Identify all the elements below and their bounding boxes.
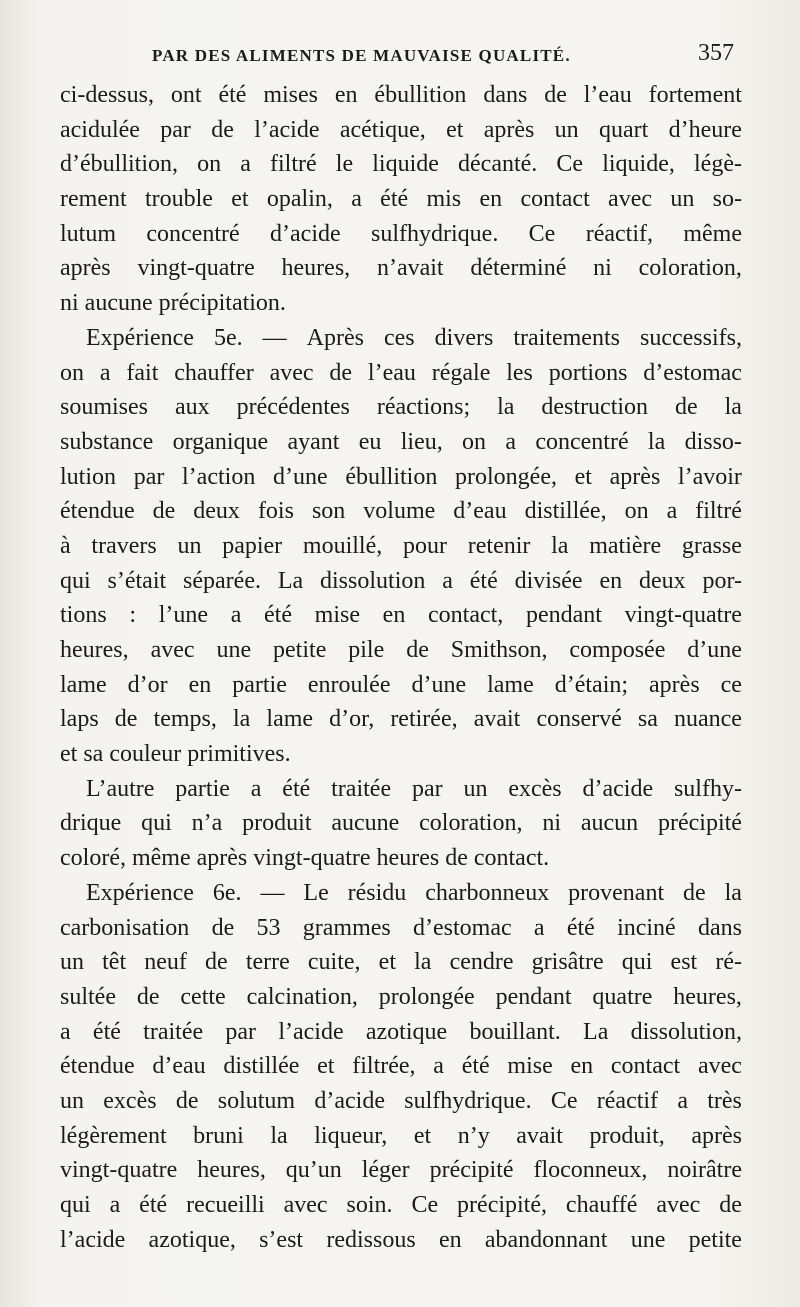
text-line: un excès de solutum d’acide sulfhydrique. Ce réactif a très	[60, 1087, 742, 1114]
text-line: qui a été recueilli avec soin. Ce précipité, chauffé avec de	[60, 1192, 742, 1218]
text-line: L’autre partie a été traitée par un excès d’acide sulfhy-	[86, 775, 742, 802]
text-line: a été traitée par l’acide azotique bouillant. La dissolution,	[60, 1018, 742, 1045]
text-line: et sa couleur primitives.	[60, 741, 291, 768]
page-number: 357	[698, 40, 734, 66]
text-line: légèrement bruni la liqueur, et n’y avait produit, après	[60, 1122, 742, 1149]
text-line: on a fait chauffer avec de l’eau régale les portions d’estomac	[60, 359, 742, 386]
text-line: soumises aux précédentes réactions; la destruction de la	[60, 394, 742, 421]
text-line: laps de temps, la lame d’or, retirée, avait conservé sa nuance	[60, 706, 742, 733]
text-line: l’acide azotique, s’est redissous en abandonnant une petite	[60, 1226, 742, 1253]
text-line: d’ébullition, on a filtré le liquide décanté. Ce liquide, légè-	[60, 151, 742, 178]
text-line: ni aucune précipitation.	[60, 290, 286, 317]
text-line: ci-dessus, ont été mises en ébullition dans de l’eau fortement	[60, 82, 742, 108]
text-line: sultée de cette calcination, prolongée pendant quatre heures,	[60, 983, 742, 1010]
running-head: PAR DES ALIMENTS DE MAUVAISE QUALITÉ.	[152, 46, 571, 65]
text-line: acidulée par de l’acide acétique, et après un quart d’heure	[60, 116, 742, 143]
text-line: lution par l’action d’une ébullition prolongée, et après l’avoir	[60, 463, 742, 490]
text-line: étendue de deux fois son volume d’eau distillée, on a filtré	[60, 498, 742, 525]
text-line: coloré, même après vingt-quatre heures de contact.	[60, 845, 550, 872]
text-line: carbonisation de 53 grammes d’estomac a été inciné dans	[60, 914, 742, 941]
text-line: lame d’or en partie enroulée d’une lame d’étain; après ce	[60, 671, 742, 698]
text-line: rement trouble et opalin, a été mis en contact avec un so-	[60, 186, 742, 213]
text-line: substance organique ayant eu lieu, on a concentré la disso-	[60, 428, 742, 455]
text-line: Expérience 6e. — Le résidu charbonneux provenant de la	[86, 879, 742, 906]
text-line: après vingt-quatre heures, n’avait déterminé ni coloration,	[60, 255, 742, 282]
text-line: un têt neuf de terre cuite, et la cendre grisâtre qui est ré-	[60, 949, 742, 976]
text-line: drique qui n’a produit aucune coloration, ni aucun précipité	[60, 810, 742, 837]
text-line: lutum concentré d’acide sulfhydrique. Ce réactif, même	[60, 220, 742, 247]
text-line: heures, avec une petite pile de Smithson, composée d’une	[60, 637, 742, 663]
text-line: qui s’était séparée. La dissolution a été divisée en deux por-	[60, 567, 742, 594]
body-text	[60, 78, 742, 1257]
text-line: Expérience 5e. — Après ces divers traitements successifs,	[86, 324, 742, 351]
text-line: à travers un papier mouillé, pour retenir la matière grasse	[60, 532, 742, 559]
text-line: vingt-quatre heures, qu’un léger précipité floconneux, noirâtre	[60, 1157, 742, 1184]
page-header	[60, 40, 740, 74]
text-line: tions : l’une a été mise en contact, pendant vingt-quatre	[60, 602, 742, 629]
text-line: étendue d’eau distillée et filtrée, a été mise en contact avec	[60, 1053, 742, 1080]
